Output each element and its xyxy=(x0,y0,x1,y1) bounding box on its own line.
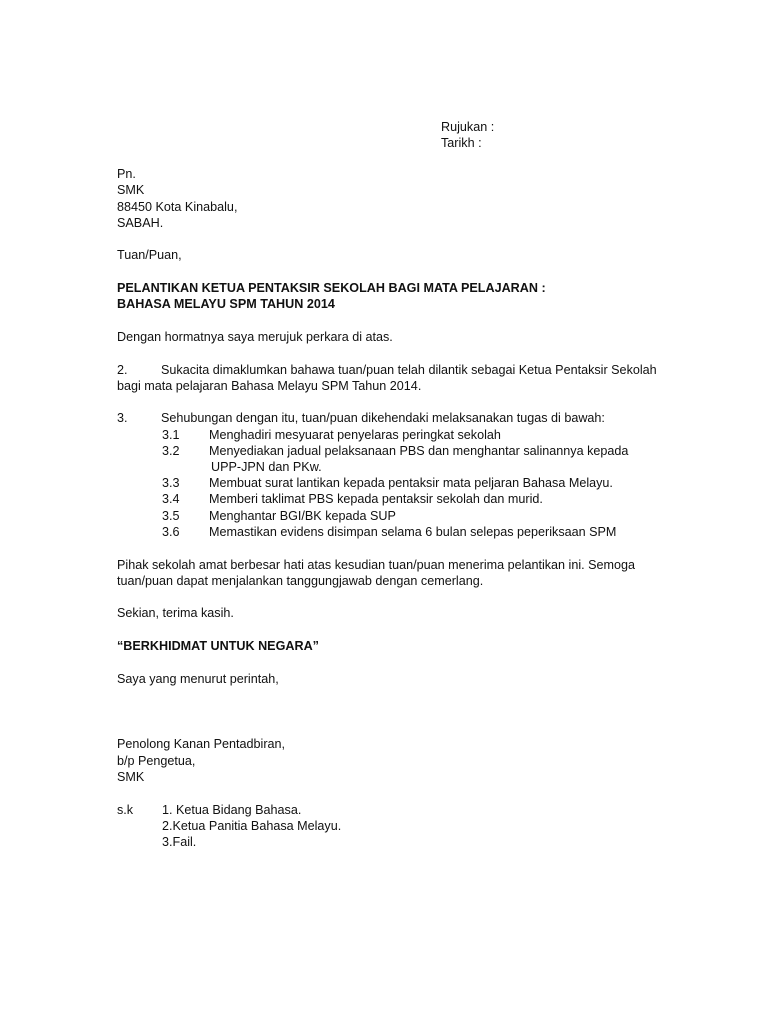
task-text: Menyediakan jadual pelaksanaan PBS dan menghantar salinannya kepada xyxy=(209,444,629,458)
para2-line-1: Sukacita dimaklumkan bahawa tuan/puan telah dilantik sebagai Ketua Pentaksir Sekolah xyxy=(161,363,657,377)
signatory-on-behalf: b/p Pengetua, xyxy=(117,754,196,768)
task-number: 3.2 xyxy=(162,444,180,458)
task-number: 3.1 xyxy=(162,428,180,442)
signatory-position: Penolong Kanan Pentadbiran, xyxy=(117,737,286,751)
subject-line-2: BAHASA MELAYU SPM TAHUN 2014 xyxy=(117,297,335,311)
cc-item: 3.Fail. xyxy=(162,835,197,849)
recipient-title: Pn. xyxy=(117,167,136,181)
task-text: Menghadiri mesyuarat penyelaras peringkat sekolah xyxy=(209,428,501,442)
sign-off: Saya yang menurut perintah, xyxy=(117,672,279,686)
recipient-school: SMK xyxy=(117,183,145,197)
para2-number: 2. xyxy=(117,363,128,377)
opening-paragraph: Dengan hormatnya saya merujuk perkara di atas. xyxy=(117,330,393,344)
cc-label: s.k xyxy=(117,803,134,817)
task-number: 3.3 xyxy=(162,476,180,490)
task-number: 3.5 xyxy=(162,509,180,523)
recipient-state: SABAH. xyxy=(117,216,164,230)
thanks-line: Sekian, terima kasih. xyxy=(117,606,234,620)
closing-paragraph-line-1: Pihak sekolah amat berbesar hati atas kesudian tuan/puan menerima pelantikan ini. Semoga xyxy=(117,558,636,572)
task-text: Memberi taklimat PBS kepada pentaksir sekolah dan murid. xyxy=(209,492,543,506)
para3-intro: Sehubungan dengan itu, tuan/puan dikehendaki melaksanakan tugas di bawah: xyxy=(161,411,605,425)
reference-label: Rujukan : xyxy=(441,120,495,134)
task-number: 3.4 xyxy=(162,492,180,506)
cc-item: 1. Ketua Bidang Bahasa. xyxy=(162,803,302,817)
task-text: Menghantar BGI/BK kepada SUP xyxy=(209,509,396,523)
salutation: Tuan/Puan, xyxy=(117,248,182,262)
date-label: Tarikh : xyxy=(441,136,482,150)
recipient-address: 88450 Kota Kinabalu, xyxy=(117,200,238,214)
task-text: Membuat surat lantikan kepada pentaksir mata peljaran Bahasa Melayu. xyxy=(209,476,613,490)
subject-line-1: PELANTIKAN KETUA PENTAKSIR SEKOLAH BAGI MATA PELAJARAN : xyxy=(117,281,546,295)
para2-line-2: bagi mata pelajaran Bahasa Melayu SPM Tahun 2014. xyxy=(117,379,422,393)
task-text-continuation: UPP-JPN dan PKw. xyxy=(211,460,322,474)
task-text: Memastikan evidens disimpan selama 6 bulan selepas peperiksaan SPM xyxy=(209,525,617,539)
signatory-school: SMK xyxy=(117,770,145,784)
motto: “BERKHIDMAT UNTUK NEGARA” xyxy=(117,639,319,653)
task-number: 3.6 xyxy=(162,525,180,539)
para3-number: 3. xyxy=(117,411,128,425)
cc-item: 2.Ketua Panitia Bahasa Melayu. xyxy=(162,819,342,833)
closing-paragraph-line-2: tuan/puan dapat menjalankan tanggungjawab dengan cemerlang. xyxy=(117,574,484,588)
